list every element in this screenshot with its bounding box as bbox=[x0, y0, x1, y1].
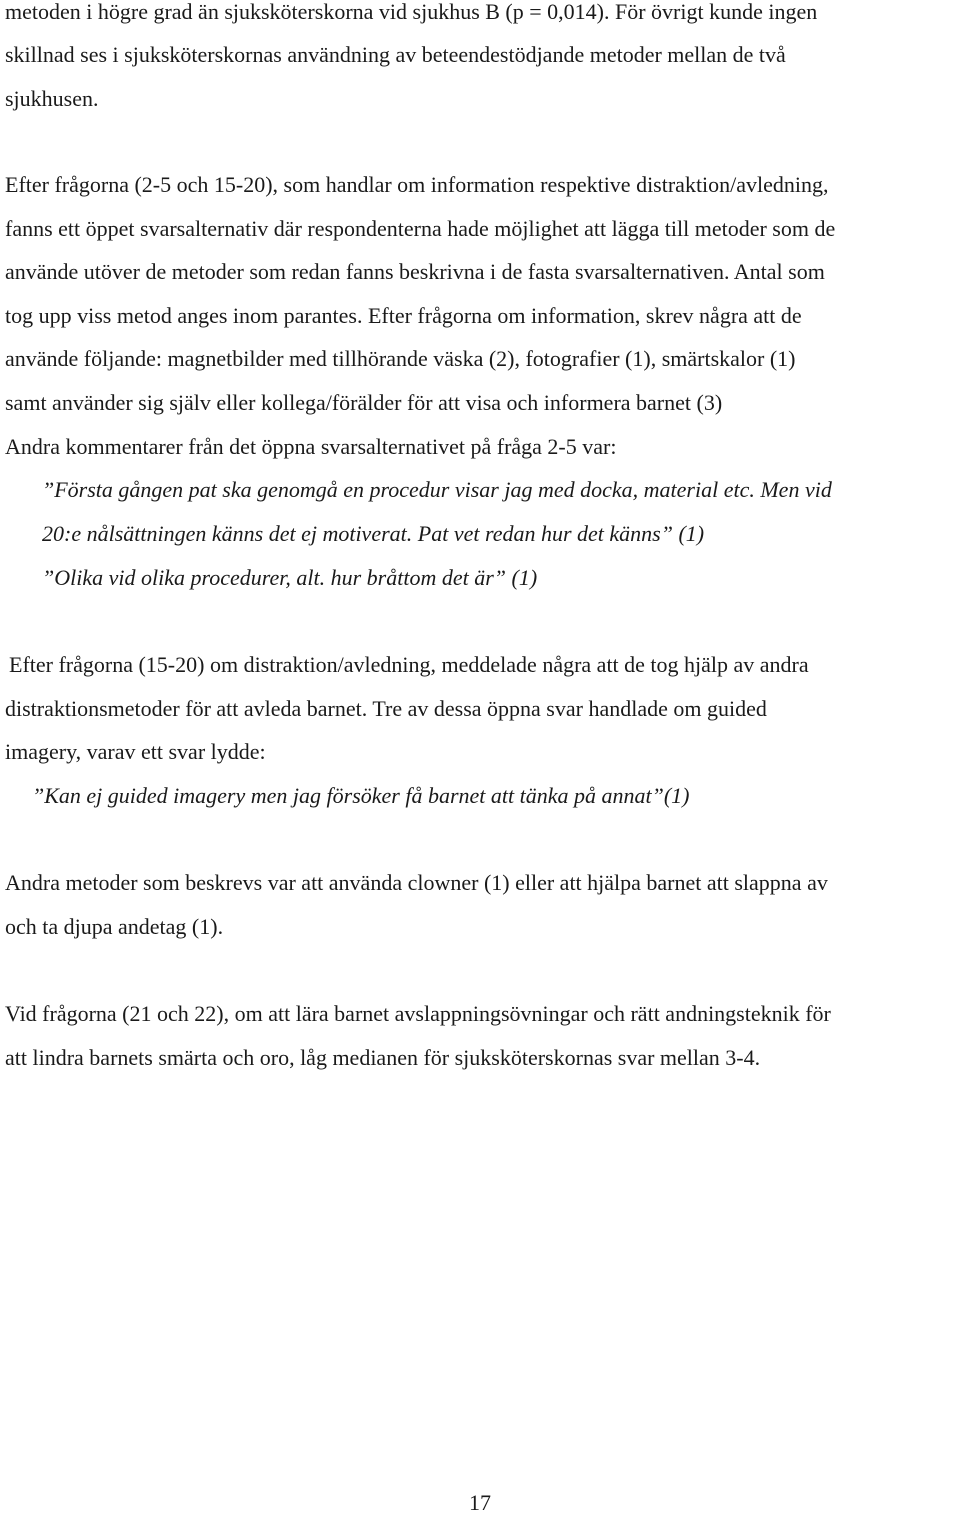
text-line: metoden i högre grad än sjuksköterskorna vid sjukhus B (p = 0,014). För övrigt kunde ingen bbox=[5, 0, 818, 24]
text-line: distraktionsmetoder för att avleda barnet. Tre av dessa öppna svar handlade om guided bbox=[5, 696, 767, 721]
text-line: använde utöver de metoder som redan fanns beskrivna i de fasta svarsalternativen. Antal som bbox=[5, 259, 825, 284]
quote-line: ”Kan ej guided imagery men jag försöker få barnet att tänka på annat”(1) bbox=[32, 783, 690, 808]
quote-text: ”Olika vid olika procedurer, alt. bbox=[42, 565, 326, 590]
text-line: använde följande: magnetbilder med tillhörande väska (2), fotografier (1), smärtskalor (1) bbox=[5, 346, 796, 371]
text-line: Vid frågorna (21 och 22), om att lära barnet avslappningsövningar och rätt andningsteknik för bbox=[5, 1001, 831, 1026]
quote-line bbox=[42, 565, 537, 591]
text-line: Andra metoder som beskrevs var att använda clowner (1) eller att hjälpa barnet att slappna av bbox=[5, 870, 828, 895]
text-line: Efter frågorna (2-5 och 15-20), som handlar om information respektive distraktion/avledning, bbox=[5, 172, 829, 197]
text-line: tog upp viss metod anges inom parantes. Efter frågorna om information, skrev några att de bbox=[5, 303, 802, 328]
text-line: skillnad ses i sjuksköterskornas användning av beteendestödjande metoder mellan de två bbox=[5, 42, 786, 67]
quote-text: Men vid bbox=[754, 477, 832, 502]
text-line: Andra kommentarer från det öppna svarsalternativet på fråga 2-5 var: bbox=[5, 434, 617, 459]
quote-line bbox=[42, 521, 704, 547]
quote-text: Pat vet redan hur det känns” (1) bbox=[412, 521, 705, 546]
text-line: samt använder sig själv eller kollega/förälder för att visa och informera barnet (3) bbox=[5, 390, 723, 415]
text-line: imagery, varav ett svar lydde: bbox=[5, 739, 266, 764]
text-line: Efter frågorna (15-20) om distraktion/avledning, meddelade några att de tog hjälp av andra bbox=[9, 652, 809, 677]
quote-text: 20:e nålsättningen känns det ej motiverat. bbox=[42, 521, 413, 546]
quote-text: ”Första gången pat ska genomgå en procedur visar jag med docka, material etc. bbox=[42, 477, 755, 502]
text-line: och ta djupa andetag (1). bbox=[5, 914, 224, 939]
text-line: sjukhusen. bbox=[5, 86, 99, 111]
text-line: fanns ett öppet svarsalternativ där respondenterna hade möjlighet att lägga till metoder som de bbox=[5, 216, 836, 241]
text-line: att lindra barnets smärta och oro, låg medianen för sjuksköterskornas svar mellan 3-4. bbox=[5, 1045, 761, 1070]
quote-text: hur bråttom det är” (1) bbox=[325, 565, 538, 590]
quote-line bbox=[42, 477, 832, 503]
page-number: 17 bbox=[469, 1490, 491, 1515]
